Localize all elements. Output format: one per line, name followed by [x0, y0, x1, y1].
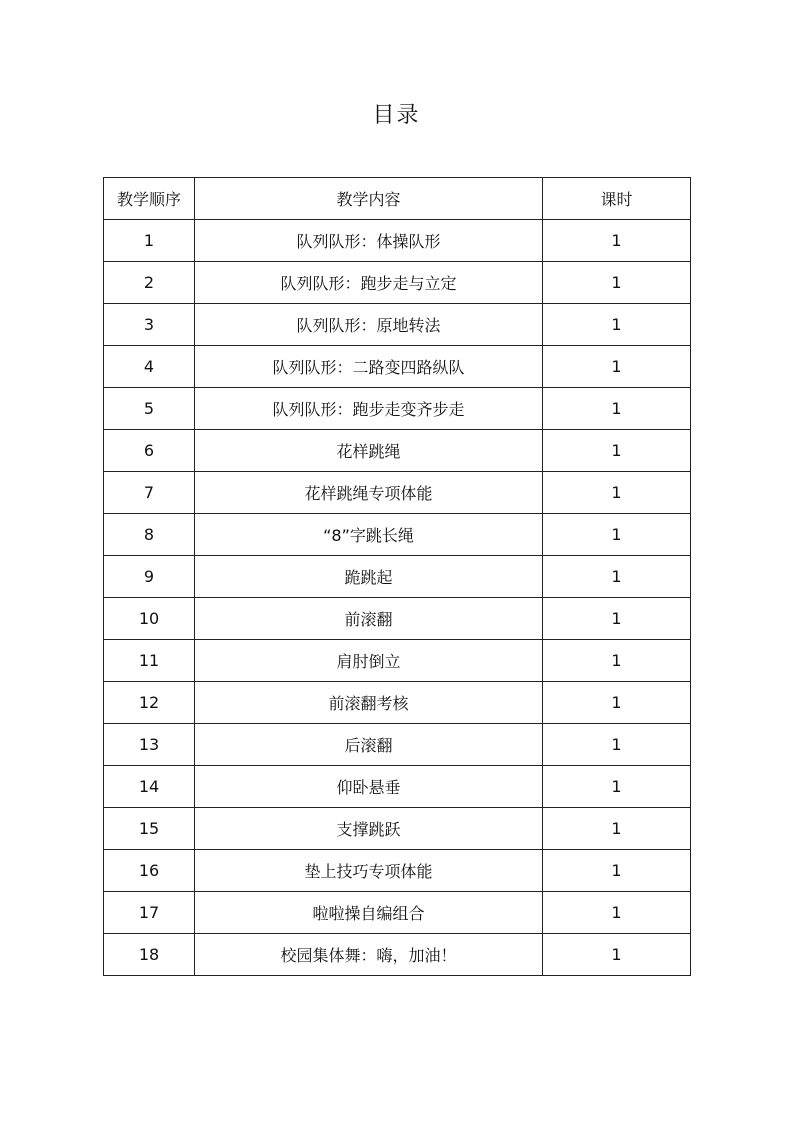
order-cell: 14 [104, 766, 195, 808]
table-row [104, 892, 691, 934]
header-hours: 课时 [543, 178, 691, 220]
header-order: 教学顺序 [104, 178, 195, 220]
content-cell: 队列队形：二路变四路纵队 [195, 346, 543, 388]
table-row [104, 598, 691, 640]
table-row [104, 808, 691, 850]
table-row [104, 934, 691, 976]
order-cell: 10 [104, 598, 195, 640]
table-row [104, 304, 691, 346]
table-row [104, 430, 691, 472]
hours-cell: 1 [543, 220, 691, 262]
order-cell: 11 [104, 640, 195, 682]
content-cell: 后滚翻 [195, 724, 543, 766]
content-cell: 队列队形：跑步走与立定 [195, 262, 543, 304]
table-row [104, 220, 691, 262]
hours-cell: 1 [543, 766, 691, 808]
content-cell: 啦啦操自编组合 [195, 892, 543, 934]
content-cell: 垫上技巧专项体能 [195, 850, 543, 892]
content-cell: 肩肘倒立 [195, 640, 543, 682]
content-cell: 校园集体舞：嗨，加油！ [195, 934, 543, 976]
table-row [104, 262, 691, 304]
hours-cell: 1 [543, 850, 691, 892]
content-cell: 跪跳起 [195, 556, 543, 598]
hours-cell: 1 [543, 682, 691, 724]
table-row [104, 724, 691, 766]
table-header-row [104, 178, 691, 220]
table-row [104, 682, 691, 724]
content-cell: 支撑跳跃 [195, 808, 543, 850]
order-cell: 7 [104, 472, 195, 514]
order-cell: 6 [104, 430, 195, 472]
order-cell: 4 [104, 346, 195, 388]
table-row [104, 556, 691, 598]
order-cell: 18 [104, 934, 195, 976]
order-cell: 15 [104, 808, 195, 850]
hours-cell: 1 [543, 892, 691, 934]
hours-cell: 1 [543, 388, 691, 430]
hours-cell: 1 [543, 430, 691, 472]
page-title: 目录 [372, 103, 421, 128]
table-row [104, 850, 691, 892]
content-cell: 队列队形：体操队形 [195, 220, 543, 262]
content-cell: 前滚翻 [195, 598, 543, 640]
content-cell: 花样跳绳 [195, 430, 543, 472]
order-cell: 3 [104, 304, 195, 346]
table-row [104, 640, 691, 682]
content-cell: 前滚翻考核 [195, 682, 543, 724]
order-cell: 13 [104, 724, 195, 766]
hours-cell: 1 [543, 640, 691, 682]
hours-cell: 1 [543, 472, 691, 514]
header-content: 教学内容 [195, 178, 543, 220]
table-row [104, 766, 691, 808]
hours-cell: 1 [543, 934, 691, 976]
table-of-contents [103, 177, 691, 976]
table-row [104, 346, 691, 388]
content-cell: 花样跳绳专项体能 [195, 472, 543, 514]
order-cell: 17 [104, 892, 195, 934]
order-cell: 16 [104, 850, 195, 892]
hours-cell: 1 [543, 808, 691, 850]
table-row [104, 388, 691, 430]
order-cell: 12 [104, 682, 195, 724]
hours-cell: 1 [543, 514, 691, 556]
table-row [104, 472, 691, 514]
order-cell: 8 [104, 514, 195, 556]
table-row [104, 514, 691, 556]
content-cell: “8”字跳长绳 [195, 514, 543, 556]
order-cell: 2 [104, 262, 195, 304]
content-cell: 队列队形：原地转法 [195, 304, 543, 346]
hours-cell: 1 [543, 262, 691, 304]
hours-cell: 1 [543, 598, 691, 640]
order-cell: 9 [104, 556, 195, 598]
content-cell: 仰卧悬垂 [195, 766, 543, 808]
content-cell: 队列队形：跑步走变齐步走 [195, 388, 543, 430]
order-cell: 1 [104, 220, 195, 262]
order-cell: 5 [104, 388, 195, 430]
hours-cell: 1 [543, 556, 691, 598]
hours-cell: 1 [543, 304, 691, 346]
hours-cell: 1 [543, 346, 691, 388]
hours-cell: 1 [543, 724, 691, 766]
